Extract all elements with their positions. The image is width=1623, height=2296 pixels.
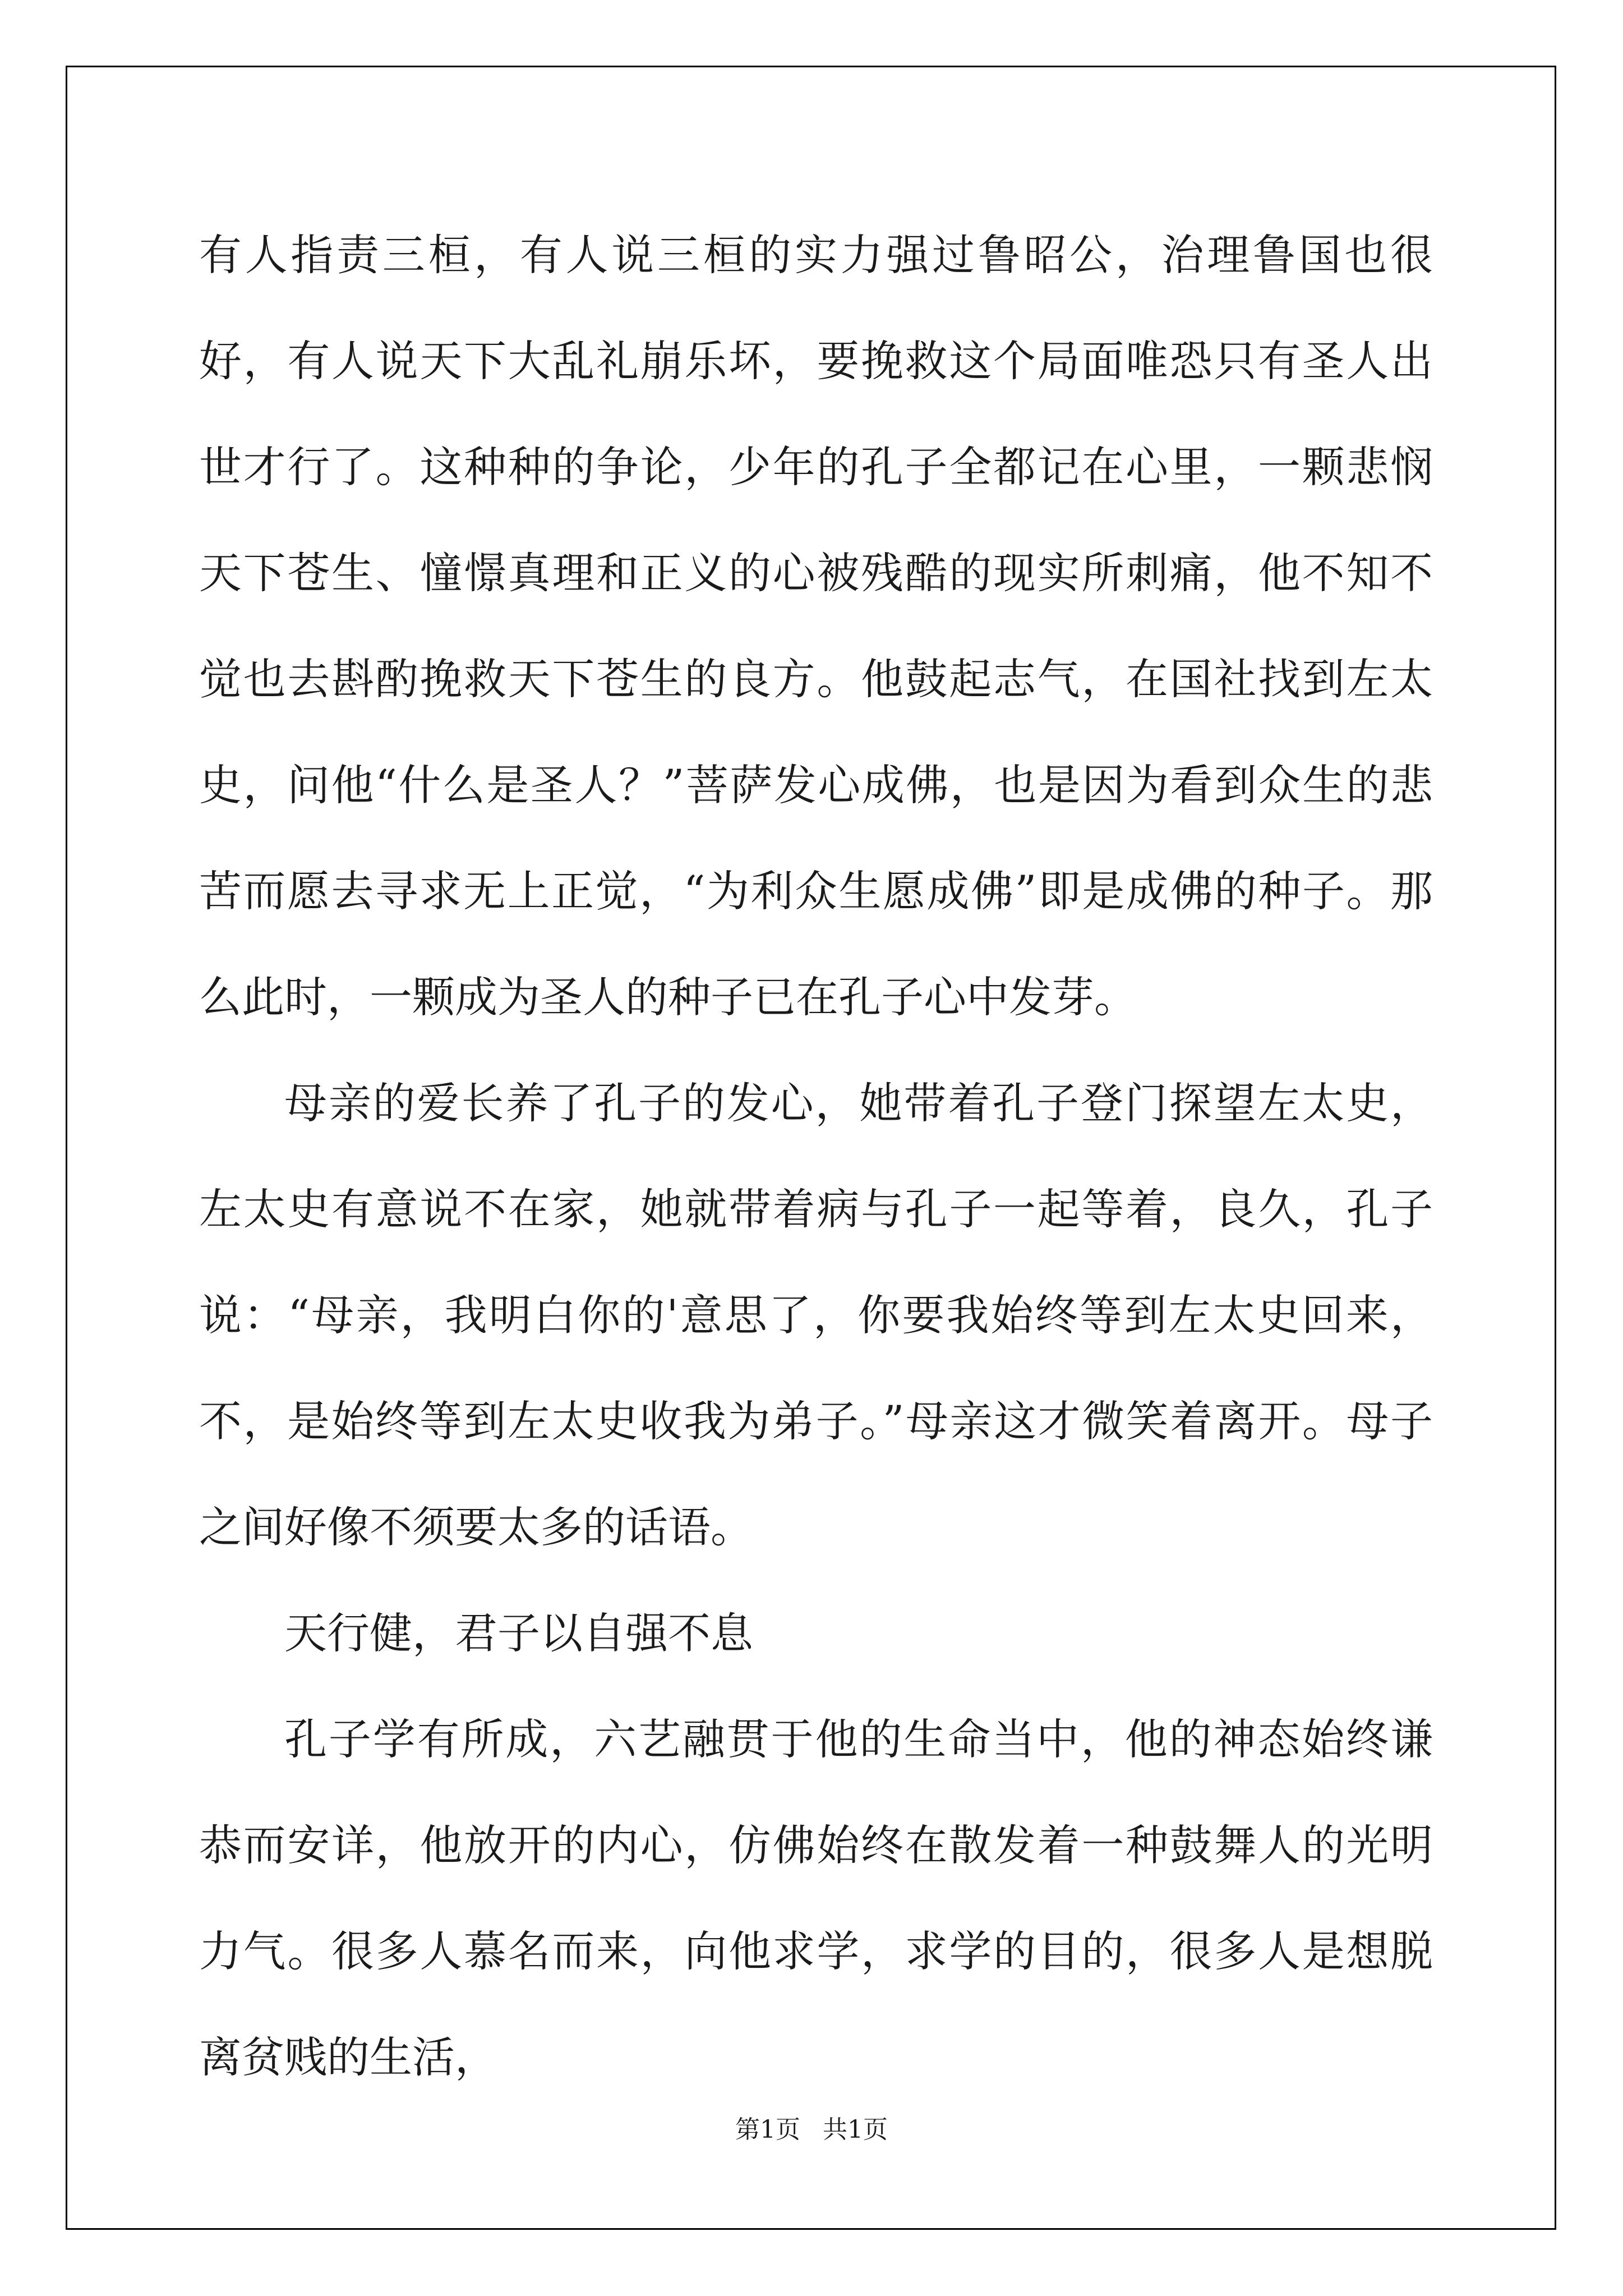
page-footer [0, 2109, 1623, 2145]
paragraph-2: 母亲的爱长养了孔子的发心，她带着孔子登门探望左太史，左太史有意说不在家，她就带着病与孔子一起等着，良久，孔子说：“母亲，我明白你的'意思了，你要我始终等到左太史回来，不，是始终等到左太史收我为弟子。”母亲这才微笑着离开。母子之间好像不须要太多的话语。 [199, 1078, 1433, 1552]
paragraph-4: 孔子学有所成，六艺融贯于他的生命当中，他的神态始终谦恭而安详，他放开的内心，仿佛始终在散发着一种鼓舞人的光明力气。很多人慕名而来，向他求学，求学的目的，很多人是想脱离贫贱的生活， [199, 1714, 1433, 2082]
page-number: 第1页 [735, 2115, 800, 2144]
paragraph-1: 有人指责三桓，有人说三桓的实力强过鲁昭公，治理鲁国也很好，有人说天下大乱礼崩乐坏，要挽救这个局面唯恐只有圣人出世才行了。这种种的争论，少年的孔子全都记在心里，一颗悲悯天下苍生、憧憬真理和正义的心被残酷的现实所刺痛，他不知不觉也去斟酌挽救天下苍生的良方。他鼓起志气，在国社找到左太史，问他“什么是圣人？”菩萨发心成佛，也是因为看到众生的悲苦而愿去寻求无上正觉，“为利众生愿成佛”即是成佛的种子。那么此时，一颗成为圣人的种子已在孔子心中发芽。 [199, 230, 1433, 1022]
paragraph-3-heading: 天行健，君子以自强不息 [284, 1608, 753, 1658]
document-body [199, 202, 1433, 2110]
page-total: 共1页 [823, 2115, 888, 2144]
